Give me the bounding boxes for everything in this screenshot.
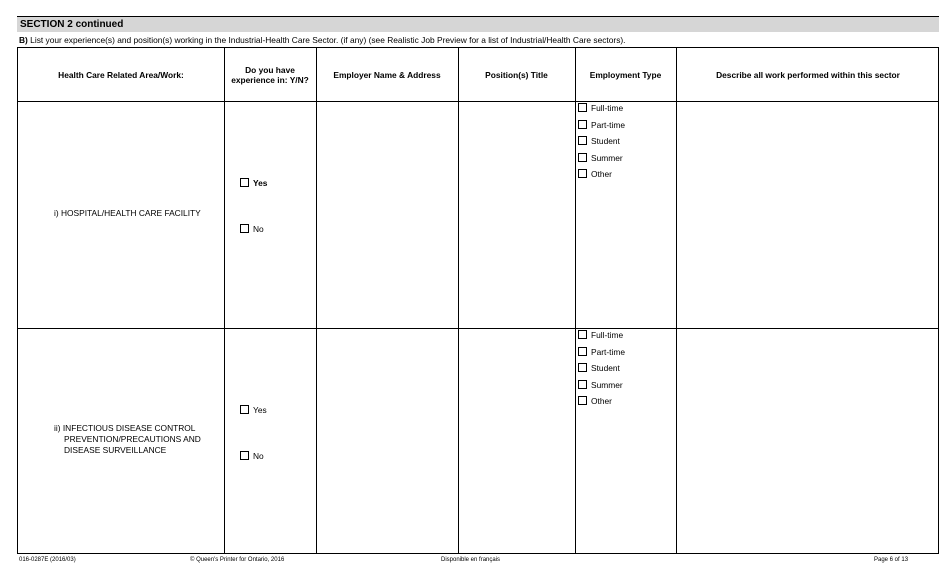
row1-area-text: i) HOSPITAL/HEALTH CARE FACILITY [54, 208, 201, 218]
column-divider [458, 48, 459, 553]
row2-no-label: No [253, 451, 264, 461]
header-area: Health Care Related Area/Work: [58, 69, 184, 80]
header-experience [224, 48, 316, 101]
row1-yes-checkbox[interactable] [240, 178, 249, 187]
row1-yes-label: Yes [253, 178, 268, 188]
row1-summer-option[interactable] [578, 153, 625, 170]
row1-summer-checkbox[interactable] [578, 153, 587, 162]
instruction-text [19, 35, 626, 45]
row2-yes-label: Yes [253, 405, 267, 415]
column-divider [224, 48, 225, 553]
row1-fulltime-label: Full-time [591, 103, 624, 113]
row1-employment-type-options [578, 103, 625, 186]
row2-other-label: Other [591, 396, 612, 406]
header-employer: Employer Name & Address [333, 69, 441, 80]
row2-summer-option[interactable] [578, 380, 625, 397]
row2-fulltime-checkbox[interactable] [578, 330, 587, 339]
header-experience-line2: experience in: Y/N? [231, 74, 309, 85]
row2-fulltime-option[interactable] [578, 330, 625, 347]
row2-parttime-checkbox[interactable] [578, 347, 587, 356]
row2-fulltime-label: Full-time [591, 330, 624, 340]
row2-student-option[interactable] [578, 363, 625, 380]
row2-parttime-label: Part-time [591, 346, 625, 357]
row2-student-label: Student [591, 363, 620, 373]
row2-no-checkbox[interactable] [240, 451, 249, 460]
row2-yes-checkbox[interactable] [240, 405, 249, 414]
column-divider [676, 48, 677, 553]
instruction-body: List your experience(s) and position(s) working in the Industrial-Health Care Sector. (if any) (see Realistic Job Preview for a list of Industrial/Health Care sectors). [30, 35, 626, 45]
experience-table [17, 47, 939, 554]
row1-no-label: No [253, 224, 264, 234]
row1-student-checkbox[interactable] [578, 136, 587, 145]
french-availability: Disponible en français [441, 557, 501, 563]
header-position: Position(s) Title [485, 69, 548, 80]
row1-other-label: Other [591, 169, 612, 179]
row1-fulltime-option[interactable] [578, 103, 625, 120]
column-divider [575, 48, 576, 553]
row1-student-label: Student [591, 136, 620, 146]
row1-student-option[interactable] [578, 136, 625, 153]
form-number: 016-0287E (2016/03) [19, 557, 76, 563]
row1-fulltime-checkbox[interactable] [578, 103, 587, 112]
row2-summer-label: Summer [591, 379, 623, 390]
row2-area-line3: DISEASE SURVEILLANCE [64, 445, 167, 455]
row1-parttime-label: Part-time [591, 119, 625, 130]
column-divider [316, 48, 317, 553]
page-number: Page 6 of 13 [874, 557, 909, 563]
instruction-label: B) [19, 35, 28, 45]
copyright: © Queen's Printer for Ontario, 2016 [190, 557, 285, 563]
row2-no-option[interactable] [240, 451, 264, 461]
row2-yes-option[interactable] [240, 405, 267, 415]
row1-summer-label: Summer [591, 152, 623, 163]
row-divider [18, 101, 938, 102]
section-header: SECTION 2 continued [17, 16, 939, 32]
header-employment-type: Employment Type [589, 69, 662, 80]
row1-no-checkbox[interactable] [240, 224, 249, 233]
row2-student-checkbox[interactable] [578, 363, 587, 372]
row1-other-checkbox[interactable] [578, 169, 587, 178]
row1-other-option[interactable] [578, 169, 625, 186]
header-experience-line1: Do you have [245, 64, 295, 75]
row2-employment-type-options [578, 330, 625, 413]
row-divider [18, 328, 938, 329]
row1-yes-option[interactable] [240, 178, 267, 188]
row2-summer-checkbox[interactable] [578, 380, 587, 389]
row1-area-label [54, 208, 201, 219]
row1-parttime-option[interactable] [578, 120, 625, 137]
row2-area-line1: ii) INFECTIOUS DISEASE CONTROL [54, 423, 196, 433]
row2-other-option[interactable] [578, 396, 625, 413]
row2-area-label [54, 423, 201, 456]
row1-no-option[interactable] [240, 224, 264, 234]
row1-parttime-checkbox[interactable] [578, 120, 587, 129]
row2-parttime-option[interactable] [578, 347, 625, 364]
row2-area-line2: PREVENTION/PRECAUTIONS AND [64, 434, 201, 444]
row2-other-checkbox[interactable] [578, 396, 587, 405]
header-work-description: Describe all work performed within this sector [716, 69, 900, 80]
